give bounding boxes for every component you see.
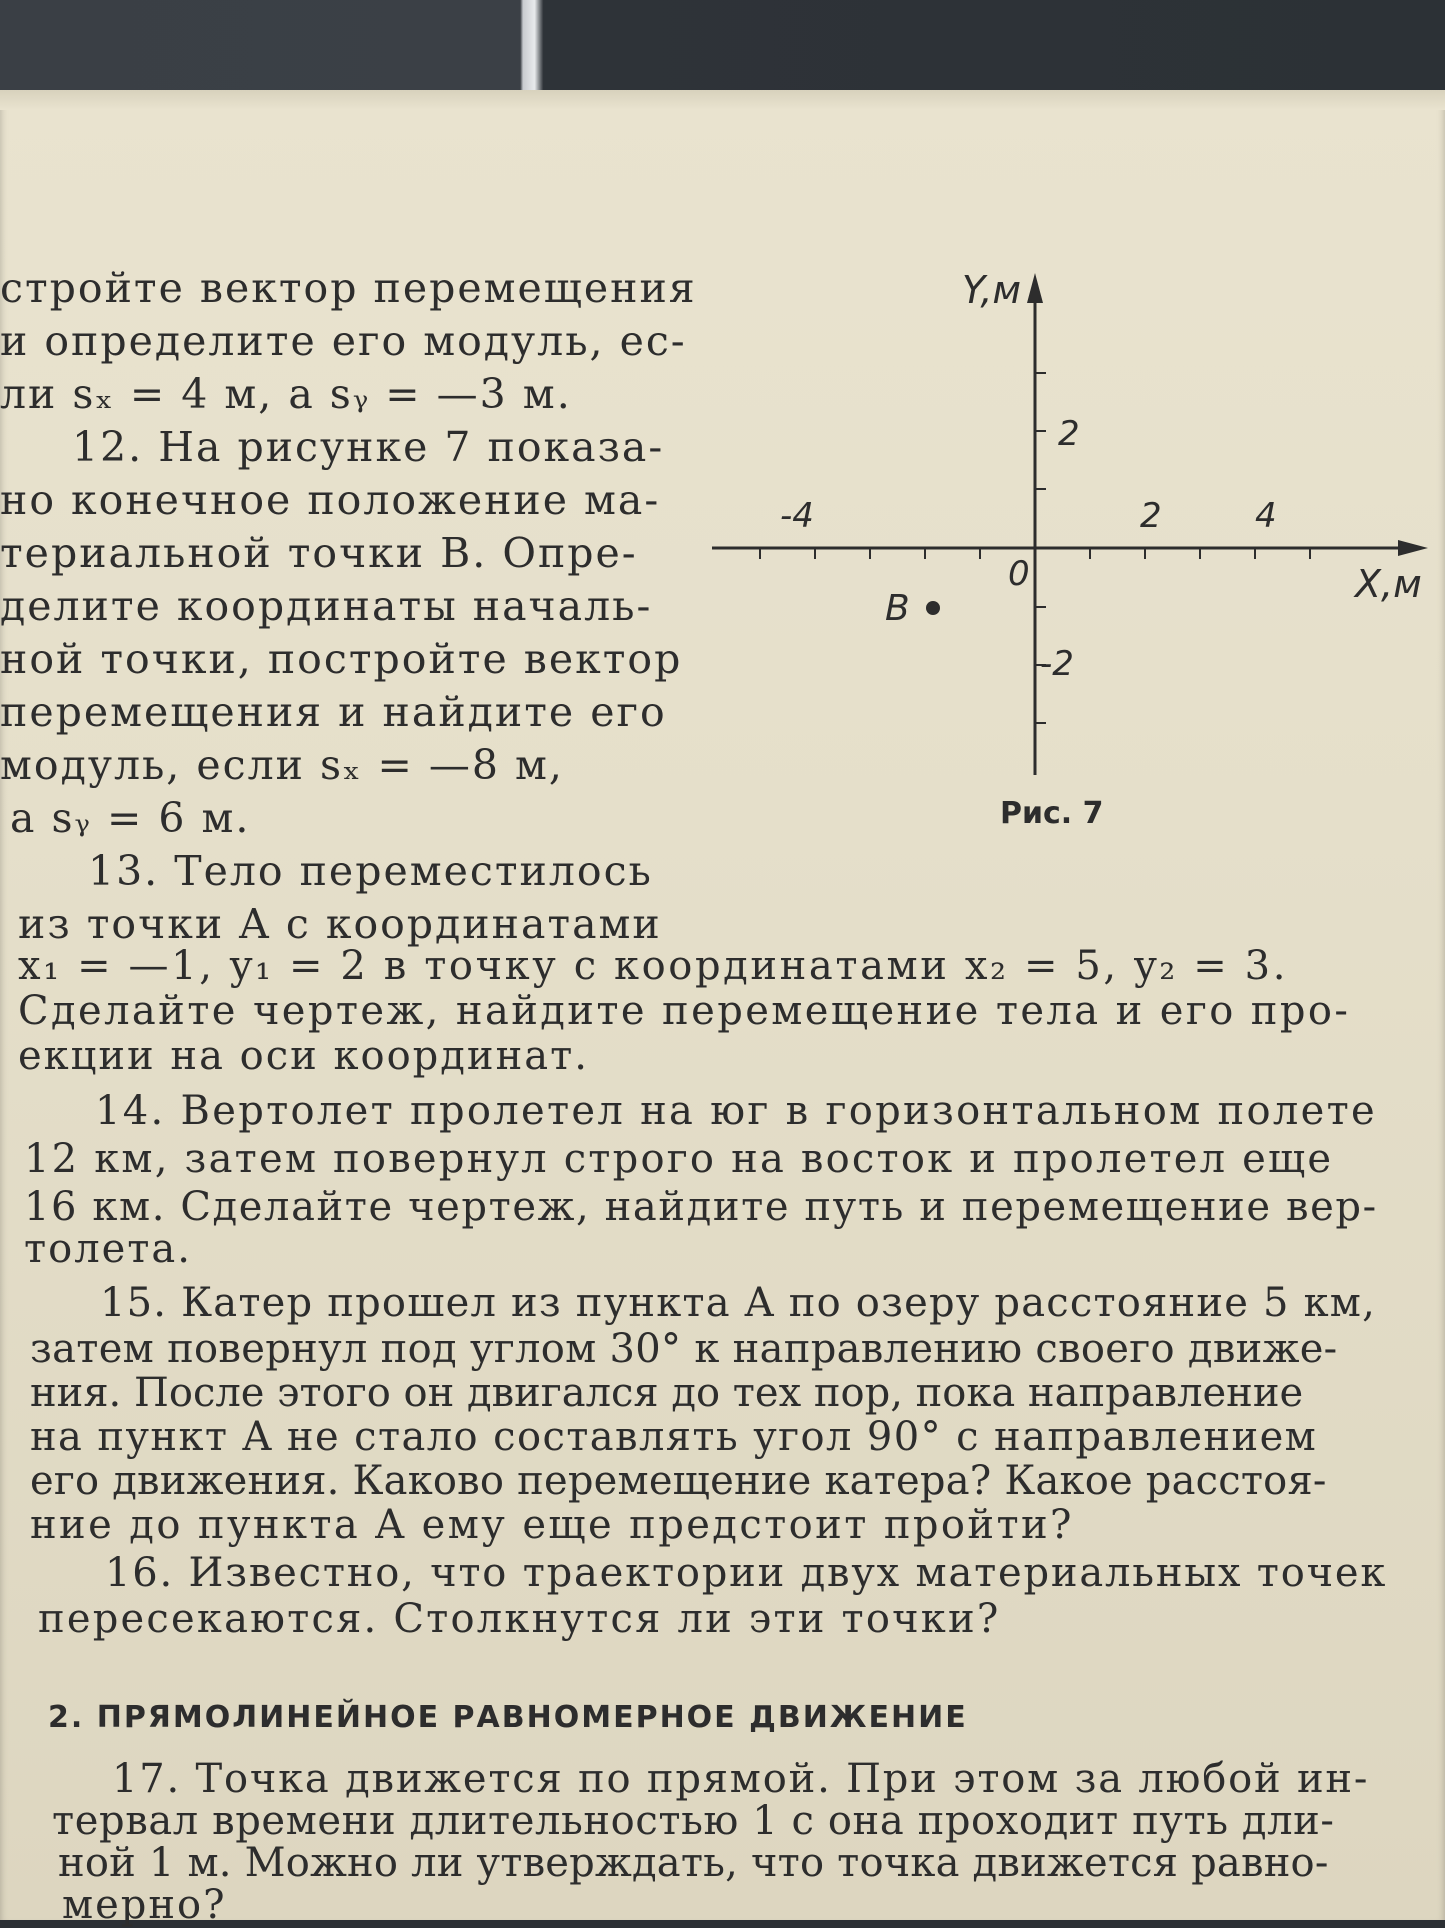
left-line-10: модуль, если sₓ = —8 м, bbox=[0, 741, 564, 789]
wide-line-1: x₁ = —1, y₁ = 2 в точку с координатами x₂ = 5, y₂ = 3. bbox=[18, 943, 1289, 989]
left-line-1: стройте вектор перемещения bbox=[0, 264, 697, 312]
wide-line-12: его движения. Каково перемещение катера? Какое расстоя- bbox=[30, 1458, 1327, 1504]
left-line-13: из точки A с координатами bbox=[18, 900, 662, 948]
left-line-6: териальной точки B. Опре- bbox=[0, 529, 638, 577]
left-line-8: ной точки, постройте вектор bbox=[0, 635, 683, 683]
wide-line-5: 12 км, затем повернул строго на восток и пролетел еще bbox=[24, 1136, 1334, 1182]
left-line-2: и определите его модуль, ес- bbox=[0, 317, 687, 365]
problem-17-start: 17. Точка движется по прямой. При этом за любой ин- bbox=[112, 1756, 1370, 1802]
last-line-4: мерно? bbox=[62, 1882, 227, 1928]
x-axis-label: X,м bbox=[1355, 562, 1422, 606]
wide-line-10: ния. После этого он двигался до тех пор, пока направление bbox=[30, 1370, 1304, 1416]
problem-15-start: 15. Катер прошел из пункта A по озеру расстояние 5 км, bbox=[100, 1280, 1377, 1326]
left-line-3: ли sₓ = 4 м, а sᵧ = —3 м. bbox=[0, 370, 572, 418]
problem-14-start: 14. Вертолет пролетел на юг в горизонтальном полете bbox=[95, 1088, 1377, 1134]
x-tick-label-neg4: -4 bbox=[780, 496, 814, 536]
figure-7-coordinate-plane bbox=[700, 255, 1440, 800]
wide-line-3: екции на оси координат. bbox=[18, 1033, 589, 1079]
origin-label: 0 bbox=[1008, 554, 1030, 594]
x-tick-label-4: 4 bbox=[1255, 496, 1277, 536]
last-line-2: тервал времени длительностью 1 с она проходит путь дли- bbox=[52, 1798, 1335, 1844]
wide-line-15: пересекаются. Столкнутся ли эти точки? bbox=[38, 1596, 1001, 1642]
wide-line-13: ние до пункта A ему еще предстоит пройти? bbox=[30, 1502, 1074, 1548]
problem-13-start: 13. Тело переместилось bbox=[88, 847, 653, 895]
page-edge bbox=[0, 90, 1445, 110]
x-tick-label-2: 2 bbox=[1140, 496, 1162, 536]
left-line-9: перемещения и найдите его bbox=[0, 688, 667, 736]
wide-line-2: Сделайте чертеж, найдите перемещение тела и его про- bbox=[18, 988, 1351, 1034]
last-line-3: ной 1 м. Можно ли утверждать, что точка движется равно- bbox=[58, 1840, 1329, 1886]
y-tick-label-neg2: -2 bbox=[1040, 644, 1074, 684]
wide-line-9: затем повернул под углом 30° к направлению своего движе- bbox=[30, 1326, 1338, 1372]
wide-line-7: толета. bbox=[24, 1226, 192, 1272]
left-line-11: а sᵧ = 6 м. bbox=[10, 794, 251, 842]
problem-16-start: 16. Известно, что траектории двух материальных точек bbox=[105, 1550, 1388, 1596]
point-b-marker bbox=[926, 601, 940, 615]
y-tick-label-2: 2 bbox=[1058, 414, 1080, 454]
problem-12-start: 12. На рисунке 7 показа- bbox=[72, 423, 665, 471]
figure-caption: Рис. 7 bbox=[1000, 796, 1104, 831]
wide-line-6: 16 км. Сделайте чертеж, найдите путь и перемещение вер- bbox=[24, 1184, 1378, 1230]
left-line-5: но конечное положение ма- bbox=[0, 476, 661, 524]
point-b-label: B bbox=[885, 588, 910, 629]
section-heading: 2. ПРЯМОЛИНЕЙНОЕ РАВНОМЕРНОЕ ДВИЖЕНИЕ bbox=[48, 1700, 968, 1735]
y-axis-label: Y,м bbox=[962, 268, 1022, 312]
left-line-7: делите координаты началь- bbox=[0, 582, 653, 630]
x-axis-arrow bbox=[1398, 540, 1428, 556]
wide-line-11: на пункт A не стало составлять угол 90° с направлением bbox=[30, 1414, 1318, 1460]
y-axis-arrow bbox=[1027, 273, 1043, 303]
